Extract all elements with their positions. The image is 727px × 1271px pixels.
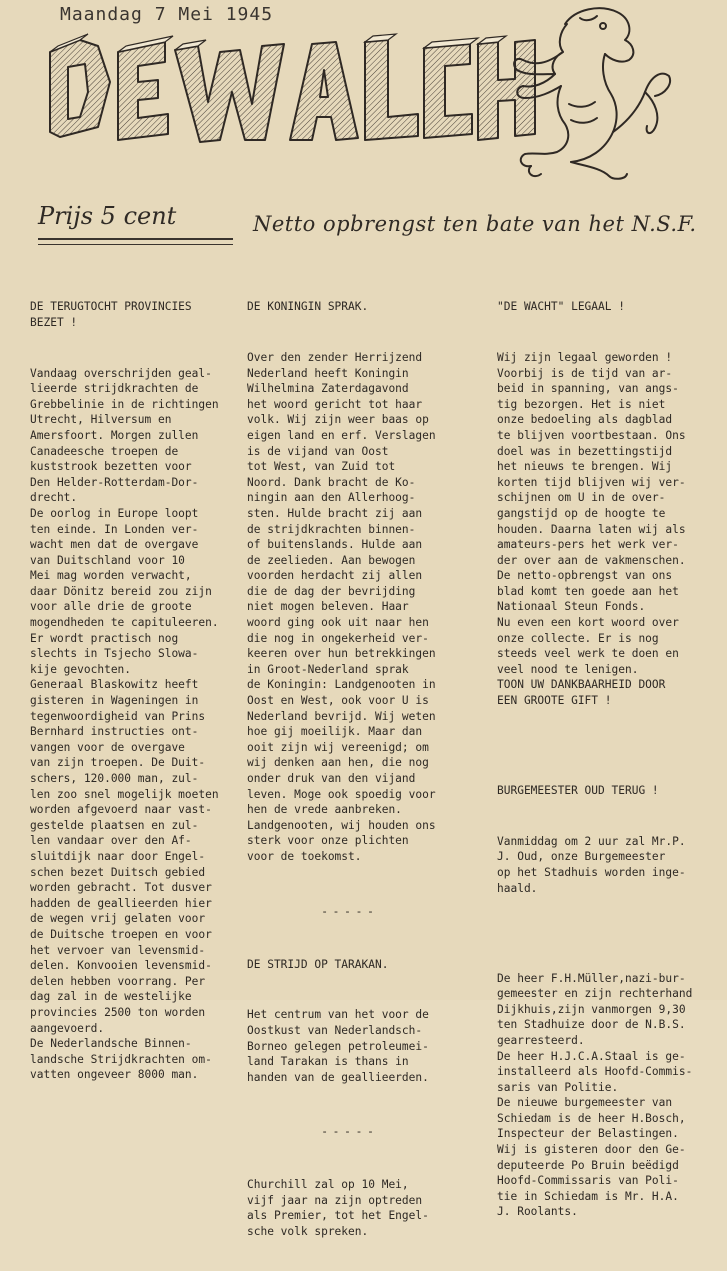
article-heading-mayor: BURGEMEESTER OUD TERUG ! <box>497 784 659 797</box>
article-body-provinces: Vandaag overschrijden geal- lieerde strijdkrachten de Grebbelinie in de richtingen Utrecht, Hilversum en Amersfoort. Morgen zullen Canadeesche troepen de kuststrook bezetten voor Den Helder-Rotterdam-Dor- drecht. De oorlog in Europe loopt ten einde. In Londen ver- wacht men dat de overgave van Duitschland voor 10 Mei mag worden verwacht, daar Dönitz bereid zou zijn voor alle drie de groote mogendheden te capituleeren. Er wordt practisch nog slechts in Tsjecho Slowa- kije gevochten. Generaal Blaskowitz heeft gisteren in Wageningen in tegenwoordigheid van Prins Bernhard instructies ont- vangen voor de overgave van zijn troepen. De Duit- schers, 120.000 man, zul- len zoo snel mogelijk moeten worden afgevoerd naar vast- gestelde plaatsen en zul- len vandaar over den Af- sluitdijk naar door Engel- schen bezet Duitsch gebied worden gebracht. Tot dusver hadden de geallieerden hier de wegen vrij gelaten voor de Duitsche troepen en voor het vervoer van levensmid- delen. Konvooien levensmid- delen hebben voorrang. Per dag zal in de westelijke provincies 2500 ton worden aangevoerd. De Nederlandsche Binnen- landsche Strijdkrachten om- vatten ongeveer 8000 man. <box>30 366 219 1082</box>
divider: - - - - - <box>321 1125 373 1139</box>
article-body-queen: Over den zender Herrijzend Nederland heeft Koningin Wilhelmina Zaterdagavond het woord gericht tot haar volk. Wij zijn weer baas op eigen land en erf. Verslagen is de vijand van Oost tot West, van Zuid tot Noord. Dank bracht de Ko- ningin aan den Allerhoog- sten. Hulde bracht zij aan de strijdkrachten binnen- of buitenslands. Hulde aan de zeelieden. Aan bewogen voorden herdacht zij allen die de dag der bevrijding niet mogen beleven. Haar woord ging ook uit naar hen die nog in ongekerheid ver- keeren over hun betrekkingen in Groot-Nederland sprak de Koningin: Landgenooten in Oost en West, ook voor U is Nederland bevrijd. Wij weten hoe gij moeilijk. Maar dan ooit zijn wij vereenigd; om wij denken aan hen, die nog onder druk van den vijand leven. Moge ook spoedig voor hen de vrede aanbreken. Landgenooten, wij houden ons sterk voor onze plichten voor de toekomst. <box>247 350 436 863</box>
spacer <box>497 927 697 939</box>
article-heading-legal: "DE WACHT" LEGAAL ! <box>497 300 625 314</box>
masthead-logo <box>40 22 540 152</box>
issue-date: Maandag 7 Mei 1945 <box>60 4 274 25</box>
price-label: Prijs 5 cent <box>38 202 177 230</box>
price-underline-2 <box>38 244 233 245</box>
divider: - - - - - <box>321 904 373 918</box>
price-underline <box>38 238 233 240</box>
column-left <box>30 268 230 1114</box>
article-heading-provinces: DE TERUGTOCHT PROVINCIES BEZET ! <box>30 300 192 329</box>
article-heading-tarakan: DE STRIJD OP TARAKAN. <box>247 957 389 971</box>
article-body-arrests: De heer F.H.Müller,nazi-bur- gemeester en zijn rechterhand Dijkhuis,zijn vanmorgen 9,30 ten Stadhuize door de N.B.S. gearresteerd. De heer H.J.C.A.Staal is ge- installeerd als Hoofd-Commis- saris van Politie. De nieuwe burgemeester van Schiedam is de heer H.Bosch, Inspecteur der Belastingen. Wij is gisteren door den Ge- deputeerde Po Bruin beëdigd Hoofd-Commissaris van Poli- tie in Schiedam is Mr. H.A. J. Roolants. <box>497 971 693 1219</box>
spacer <box>497 740 697 752</box>
lion-icon <box>505 4 675 184</box>
article-body-mayor: Vanmiddag om 2 uur zal Mr.P. J. Oud, onze Burgemeester op het Stadhuis worden inge- haald. <box>497 834 686 895</box>
proceeds-tagline: Netto opbrengst ten bate van het N.S.F. <box>253 212 697 236</box>
article-heading-queen: DE KONINGIN SPRAK. <box>247 300 369 314</box>
article-body-churchill: Churchill zal op 10 Mei, vijf jaar na zijn optreden als Premier, tot het Engel- sche volk spreken. <box>247 1178 429 1239</box>
article-body-legal: Wij zijn legaal geworden ! Voorbij is de tijd van ar- beid in spanning, van angs- tig bezorgen. Het is niet onze bedoeling als dagblad te blijven voortbestaan. Ons doel was in bezettingstijd het nieuws te brengen. Wij korten tijd blijven wij ver- schijnen om U in de over- gangstijd op de hoogte te houden. Daarna laten wij als amateurs-pers het werk ver- der over aan de vakmenschen. De netto-opbrengst van ons blad komt ten goede aan het Nationaal Steun Fonds. Nu even een kort woord over onze collecte. Er is nog steeds veel werk te doen en veel nood te lenigen. TOON UW DANKBAARHEID DOOR EEN GROOTE GIFT ! <box>497 350 686 708</box>
column-middle <box>247 268 447 1271</box>
column-right <box>497 268 697 1251</box>
article-body-tarakan: Het centrum van het voor de Oostkust van Nederlandsch- Borneo gelegen petroleumei- land Tarakan is thans in handen van de geallieerden. <box>247 1008 429 1084</box>
